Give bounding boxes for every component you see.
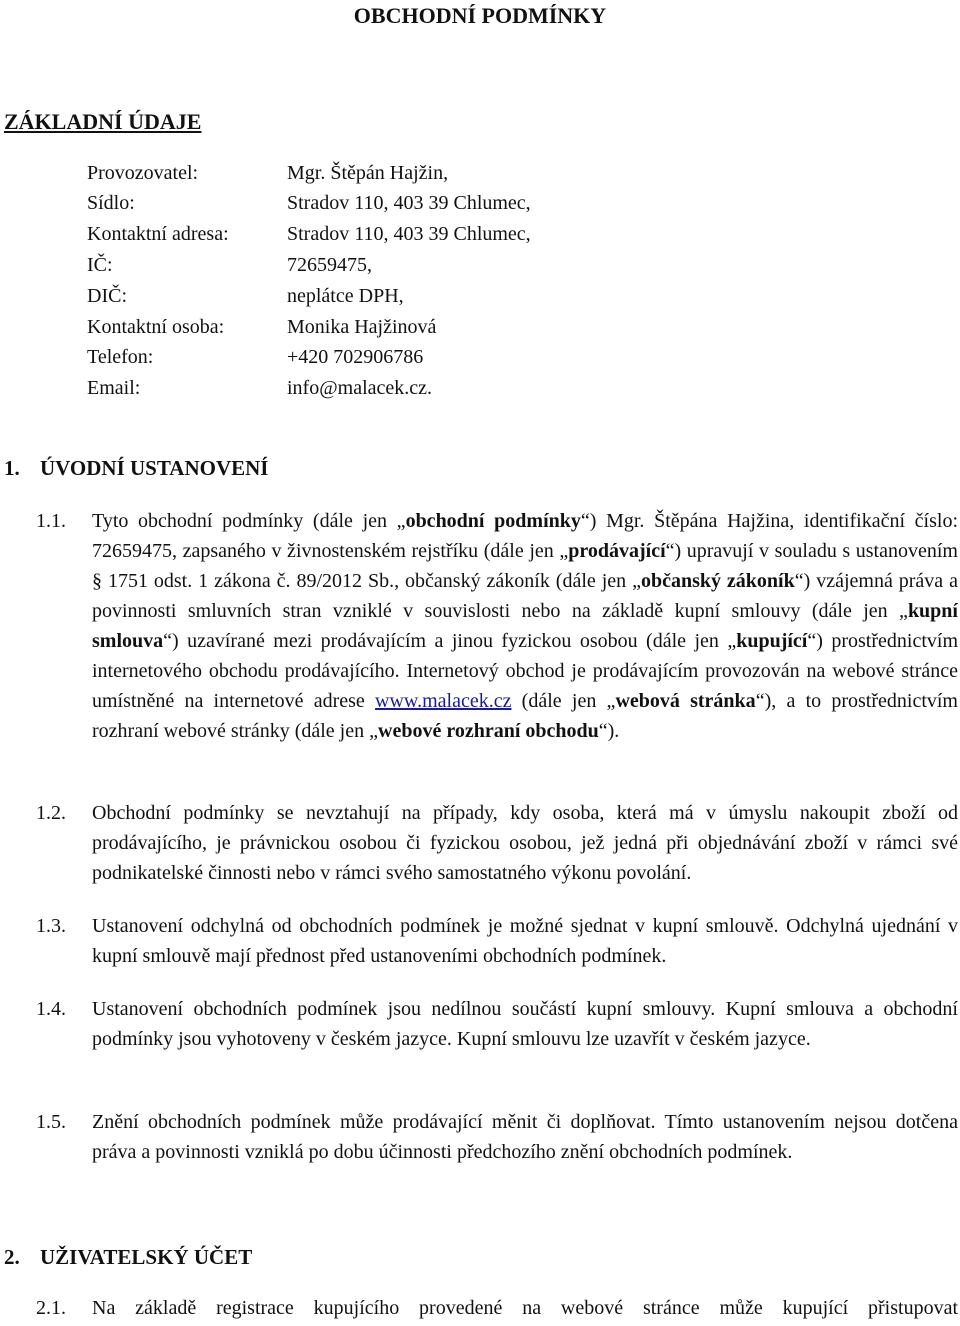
clause-text: Ustanovení obchodních podmínek jsou nedílnou součástí kupní smlouvy. Kupní smlouva a obchodní podmínky jsou vyhotoveny v českém jazyce. Kupní smlouvu lze uzavřít v českém jazyce. bbox=[92, 998, 958, 1050]
info-label: Kontaktní adresa: bbox=[87, 223, 229, 245]
info-label: Telefon: bbox=[87, 346, 154, 368]
basic-info-heading: ZÁKLADNÍ ÚDAJE bbox=[4, 109, 202, 134]
info-label: Kontaktní osoba: bbox=[87, 316, 225, 338]
section-heading-1 bbox=[4, 454, 268, 482]
section-number: 1. bbox=[4, 456, 20, 480]
defined-term: webové rozhraní obchodu bbox=[378, 720, 599, 742]
clause-number: 1.5. bbox=[36, 1111, 66, 1133]
clause-text: Obchodní podmínky se nevztahují na případy, kdy osoba, která má v úmyslu nakoupit zboží od prodávajícího, je právnickou osobou či fyzickou osobou, jež jedná při objednávání zboží v rámci své podnikatelské činnosti nebo v rámci svého samostatného výkonu povolání. bbox=[92, 802, 958, 884]
clause-number: 1.1. bbox=[36, 510, 66, 532]
clause-text: Tyto obchodní podmínky (dále jen „obchodní podmínky“) Mgr. Štěpána Hajžina, identifikační číslo: 72659475, zapsaného v živnostenském rejstříku (dále jen „prodávající“) upravují v souladu s ustanovením § 1751 odst. 1 zákona č. 89/2012 Sb., občanský zákoník (dále jen „občanský zákoník“) vzájemná práva a povinnosti smluvních stran vzniklé v souvislosti nebo na základě kupní smlouvy (dále jen „kupní smlouva“) uzavírané mezi prodávajícím a jinou fyzickou osobou (dále jen „kupující“) prostřednictvím internetového obchodu prodávajícího. Internetový obchod je prodávajícím provozován na webové stránce umístněné na internetové adrese www.malacek.cz (dále jen „webová stránka“), a to prostřednictvím rozhraní webové stránky (dále jen „webové rozhraní obchodu“). bbox=[92, 510, 959, 742]
defined-term: webová stránka bbox=[615, 690, 756, 712]
section-heading-2 bbox=[4, 1243, 252, 1271]
info-value: 72659475, bbox=[287, 254, 372, 276]
info-value: Mgr. Štěpán Hajžin, bbox=[287, 162, 449, 184]
info-value: +420 702906786 bbox=[287, 346, 424, 368]
clause-number: 2.1. bbox=[36, 1297, 66, 1319]
section-title: UŽIVATELSKÝ ÚČET bbox=[40, 1245, 253, 1269]
defined-term: kupní smlouva bbox=[92, 600, 958, 652]
info-value: neplátce DPH, bbox=[287, 285, 404, 307]
document-title: OBCHODNÍ PODMÍNKY bbox=[353, 3, 607, 28]
defined-term: kupující bbox=[736, 630, 808, 652]
info-value: Stradov 110, 403 39 Chlumec, bbox=[287, 192, 531, 214]
info-value: Stradov 110, 403 39 Chlumec, bbox=[287, 223, 531, 245]
info-label: Sídlo: bbox=[87, 192, 135, 214]
website-link[interactable]: www.malacek.cz bbox=[375, 690, 512, 712]
info-label: IČ: bbox=[87, 254, 113, 276]
clause-number: 1.4. bbox=[36, 998, 66, 1020]
clause-text: Ustanovení odchylná od obchodních podmínek je možné sjednat v kupní smlouvě. Odchylná ujednání v kupní smlouvě mají přednost před ustanoveními obchodních podmínek. bbox=[92, 915, 958, 967]
clause-number: 1.2. bbox=[36, 802, 66, 824]
section-title: ÚVODNÍ USTANOVENÍ bbox=[40, 456, 269, 480]
info-label: Email: bbox=[87, 377, 141, 399]
clause-text: Znění obchodních podmínek může prodávající měnit či doplňovat. Tímto ustanovením nejsou dotčena práva a povinnosti vzniklá po dobu účinnosti předchozího znění obchodních podmínek. bbox=[92, 1111, 958, 1163]
info-value: info@malacek.cz. bbox=[287, 377, 433, 399]
section-number: 2. bbox=[4, 1245, 20, 1269]
info-label: Provozovatel: bbox=[87, 162, 199, 184]
info-value: Monika Hajžinová bbox=[287, 316, 437, 338]
info-label: DIČ: bbox=[87, 285, 127, 307]
clause-text: Na základě registrace kupujícího provedené na webové stránce může kupující přistupovat bbox=[92, 1297, 958, 1319]
defined-term: obchodní podmínky bbox=[405, 510, 581, 532]
clause-number: 1.3. bbox=[36, 915, 66, 937]
defined-term: prodávající bbox=[568, 540, 666, 562]
defined-term: občanský zákoník bbox=[640, 570, 795, 592]
